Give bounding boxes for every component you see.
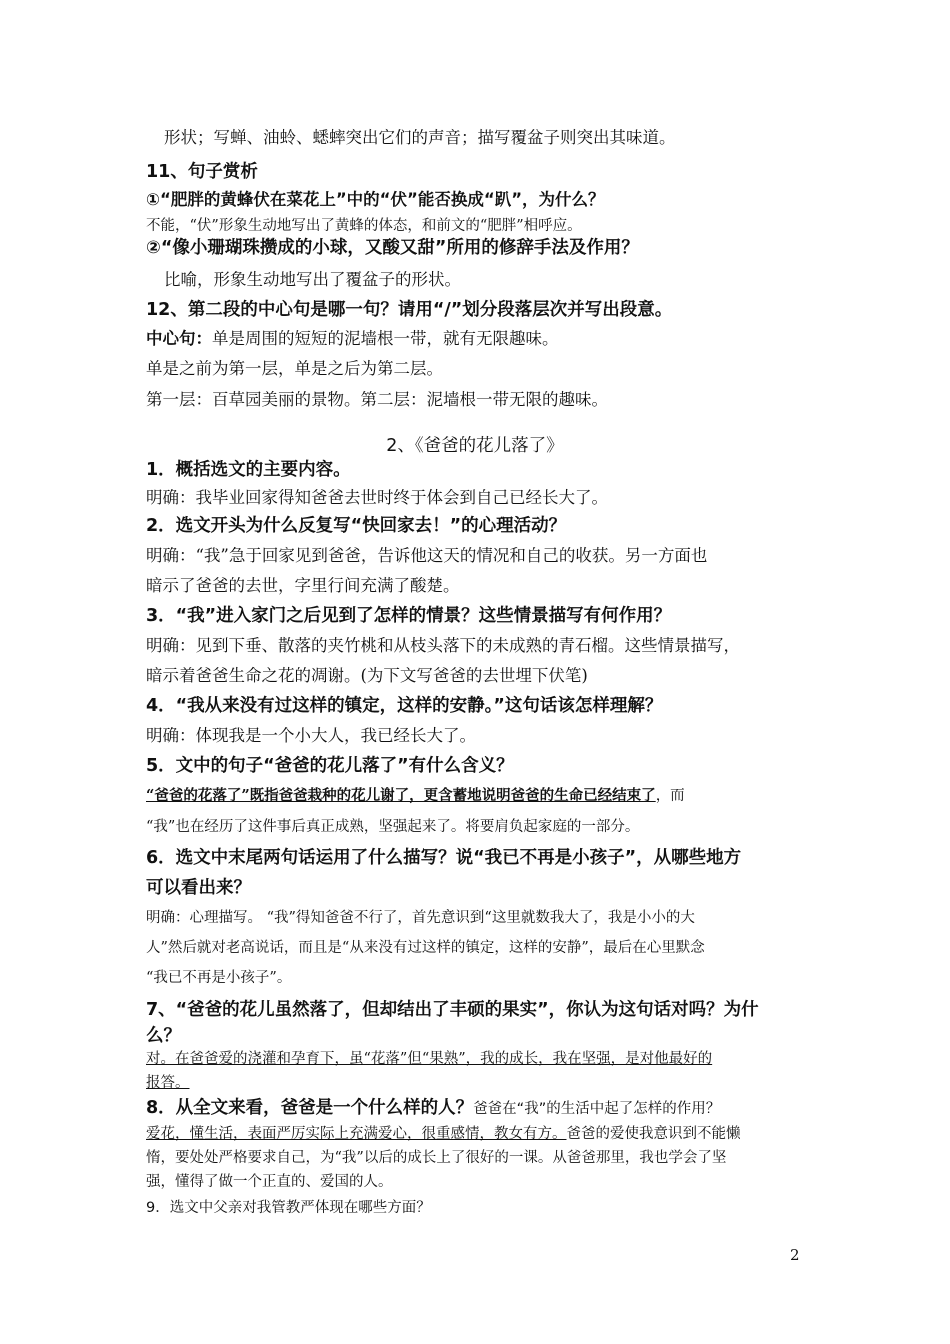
- answer-line: 明确：见到下垂、散落的夹竹桃和从枝头落下的未成熟的青石榴。这些情景描写，: [146, 636, 740, 655]
- question-line: 1．概括选文的主要内容。: [146, 460, 351, 480]
- answer-line: 人”然后就对老高说话，而且是“从来没有过这样的镇定，这样的安静”，最后在心里默念: [146, 940, 705, 956]
- answer-line: 惰，要处处严格要求自己，为“我”以后的成长上了很好的一课。从爸爸那里，我也学会了坚: [146, 1150, 727, 1166]
- question-line: 5．文中的句子“爸爸的花儿落了”有什么含义？: [146, 756, 514, 776]
- answer-line: 强，懂得了做一个正直的、爱国的人。: [146, 1174, 393, 1190]
- answer-line: [146, 1122, 811, 1143]
- answer-line: “我”也在经历了这件事后真正成熟，坚强起来了。将要肩负起家庭的一部分。: [146, 819, 640, 835]
- question-line: 么？: [146, 1026, 181, 1046]
- answer-line: 比喻，形象生动地写出了覆盆子的形状。: [164, 270, 461, 289]
- answer-continuation: ，而: [655, 788, 685, 804]
- section-title: 2、《爸爸的花儿落了》: [386, 436, 564, 456]
- question-line: 2．选文开头为什么反复写“快回家去！”的心理活动？: [146, 516, 567, 536]
- answer-continuation: 爸爸的爱使我意识到不能懒: [566, 1126, 741, 1142]
- answer-line: 暗示着爸爸生命之花的凋谢。(为下文写爸爸的去世埋下伏笔): [146, 666, 588, 685]
- question-line: 4．“我从来没有过这样的镇定，这样的安静。”这句话该怎样理解？: [146, 696, 663, 716]
- answer-line: 单是之前为第一层，单是之后为第二层。: [146, 359, 443, 378]
- central-sentence-label: 中心句：: [146, 329, 212, 348]
- question-line: ②“像小珊瑚珠攒成的小球，又酸又甜”所用的修辞手法及作用？: [146, 238, 639, 258]
- underlined-answer: “爸爸的花落了”既指爸爸栽种的花儿谢了，更含蓄地说明爸爸的生命已经结束了: [146, 787, 656, 804]
- page-number: 2: [790, 1246, 800, 1264]
- question-line: [146, 1094, 811, 1119]
- question-line: 6．选文中末尾两句话运用了什么描写？说“我已不再是小孩子”，从哪些地方: [146, 848, 742, 868]
- underlined-answer: 爱花，懂生活，表面严厉实际上充满爱心，很重感情，教女有方。: [146, 1126, 567, 1142]
- question-plain-part: 爸爸在“我”的生活中起了怎样的作用？: [473, 1101, 721, 1117]
- answer-line: 明确：体现我是一个小大人，我已经长大了。: [146, 726, 476, 745]
- answer-line: 不能，“伏”形象生动地写出了黄蜂的体态，和前文的“肥胖”相呼应。: [146, 218, 582, 234]
- underlined-answer: 报答。: [146, 1075, 190, 1091]
- section-heading: 11、句子赏析: [146, 162, 258, 182]
- answer-line: 明确：心理描写。 “我”得知爸爸不行了，首先意识到“这里就数我大了，我是小小的大: [146, 910, 695, 926]
- question-line: 7、“爸爸的花儿虽然落了，但却结出了丰硕的果实”，你认为这句话对吗？为什: [146, 1000, 759, 1020]
- answer-line: 第一层：百草园美丽的景物。第二层：泥墙根一带无限的趣味。: [146, 390, 608, 409]
- answer-line: 暗示了爸爸的去世，字里行间充满了酸楚。: [146, 576, 460, 595]
- text-line: 形状；写蝉、油蛉、蟋蟀突出它们的声音；描写覆盆子则突出其味道。: [164, 128, 676, 147]
- question-line: 3．“我”进入家门之后见到了怎样的情景？这些情景描写有何作用？: [146, 606, 672, 626]
- question-line: ①“肥胖的黄蜂伏在菜花上”中的“伏”能否换成“趴”，为什么？: [146, 190, 605, 209]
- answer-line: [146, 784, 811, 805]
- question-line: 12、第二段的中心句是哪一句？请用“/”划分段落层次并写出段意。: [146, 300, 673, 320]
- answer-line: “我已不再是小孩子”。: [146, 970, 292, 986]
- underlined-answer: 对。在爸爸爱的浇灌和孕育下，虽“花落”但“果熟”，我的成长，我在坚强，是对他最好的: [146, 1051, 713, 1067]
- question-bold-part: 8．从全文来看，爸爸是一个什么样的人？: [146, 1098, 474, 1118]
- answer-line: 明确：“我”急于回家见到爸爸，告诉他这天的情况和自己的收获。另一方面也: [146, 546, 708, 565]
- answer-line: 明确：我毕业回家得知爸爸去世时终于体会到自己已经长大了。: [146, 488, 608, 507]
- question-line: 9．选文中父亲对我管教严体现在哪些方面？: [146, 1200, 431, 1216]
- answer-line: [146, 325, 811, 349]
- question-line: 可以看出来？: [146, 878, 251, 898]
- central-sentence-text: 单是周围的短短的泥墙根一带，就有无限趣味。: [212, 329, 559, 348]
